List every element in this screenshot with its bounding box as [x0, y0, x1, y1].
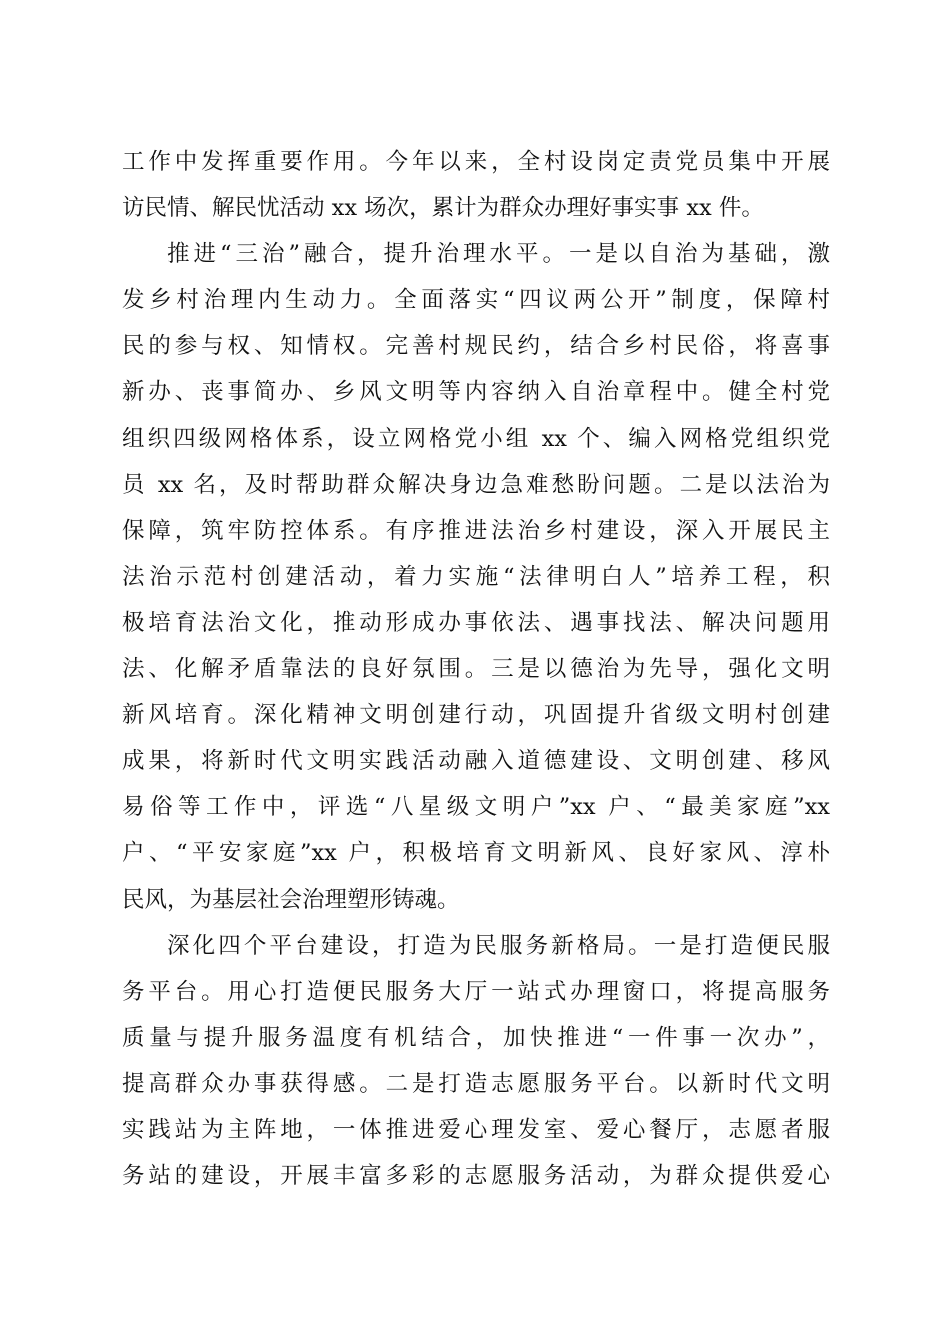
text-line: 新办、丧事简办、乡风文明等内容纳入自治章程中。健全村党 [122, 379, 830, 406]
text-line: 极培育法治文化，推动形成办事依法、遇事找法、解决问题用 [122, 609, 830, 636]
text-line: 新风培育。深化精神文明创建行动，巩固提升省级文明村创建 [122, 702, 830, 729]
text-line: 户、“平安家庭”xx 户，积极培育文明新风、良好家风、淳朴 [122, 840, 830, 867]
text-line: 法、化解矛盾靠法的良好氛围。三是以德治为先导，强化文明 [122, 656, 830, 683]
text-line: 易俗等工作中，评选“八星级文明户”xx 户、“最美家庭”xx [122, 794, 830, 821]
text-line: 工作中发挥重要作用。今年以来，全村设岗定责党员集中开展 [122, 149, 830, 175]
text-line: 员 xx 名，及时帮助群众解决身边急难愁盼问题。二是以法治为 [122, 471, 830, 498]
text-line: 质量与提升服务温度有机结合，加快推进“一件事一次办”， [122, 1024, 830, 1051]
text-line: 推进“三治”融合，提升治理水平。一是以自治为基础，激 [167, 241, 830, 268]
text-line: 发乡村治理内生动力。全面落实“四议两公开”制度，保障村 [122, 287, 830, 314]
text-line: 深化四个平台建设，打造为民服务新格局。一是打造便民服 [167, 932, 830, 959]
text-line: 组织四级网格体系，设立网格党小组 xx 个、编入网格党组织党 [122, 425, 830, 452]
text-line: 民风，为基层社会治理塑形铸魂。 [122, 886, 460, 913]
text-line: 提高群众办事获得感。二是打造志愿服务平台。以新时代文明 [122, 1070, 830, 1097]
text-line: 成果，将新时代文明实践活动融入道德建设、文明创建、移风 [122, 748, 830, 775]
text-line: 民的参与权、知情权。完善村规民约，结合乡村民俗，将喜事 [122, 333, 830, 360]
text-line: 保障，筑牢防控体系。有序推进法治乡村建设，深入开展民主 [122, 517, 830, 544]
text-line: 实践站为主阵地，一体推进爱心理发室、爱心餐厅，志愿者服 [122, 1116, 830, 1143]
text-line: 务站的建设，开展丰富多彩的志愿服务活动，为群众提供爱心 [122, 1163, 830, 1190]
text-line: 法治示范村创建活动，着力实施“法律明白人”培养工程，积 [122, 563, 830, 590]
body-text [122, 139, 830, 1199]
text-line: 访民情、解民忧活动 xx 场次，累计为群众办理好事实事 xx 件。 [122, 195, 764, 222]
text-line: 务平台。用心打造便民服务大厅一站式办理窗口，将提高服务 [122, 978, 830, 1005]
